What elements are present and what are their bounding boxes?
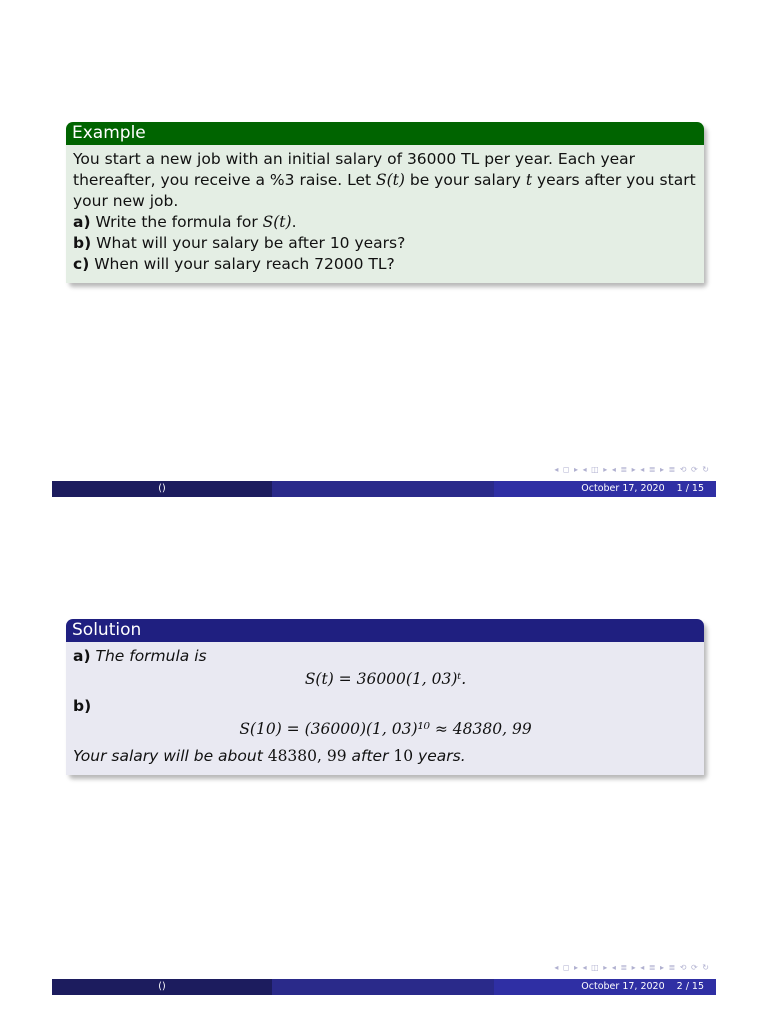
- footer-date: October 17, 2020: [581, 981, 665, 992]
- conclusion-pre: Your salary will be about: [73, 747, 268, 765]
- beamer-nav-icons[interactable]: ◂ ◻ ▸ ◂ ◫ ▸ ◂ ≣ ▸ ◂ ≣ ▸ ≣ ⟲ ⟳ ↻: [554, 465, 710, 474]
- problem-text-end: years after you start your new job.: [73, 171, 696, 210]
- footer-author: (): [52, 481, 272, 497]
- footer-bar: [52, 481, 716, 497]
- block-body: [66, 642, 704, 775]
- block-title: Example: [66, 122, 704, 145]
- part-c-label: c): [73, 255, 90, 273]
- part-a-end: .: [291, 213, 297, 231]
- math-s-of-t: S(t): [376, 171, 405, 189]
- part-a-text: The formula is: [95, 647, 207, 665]
- conclusion-mid: after: [346, 747, 394, 765]
- math-s-of-t-2: S(t): [262, 213, 292, 231]
- part-a-label: a): [73, 213, 91, 231]
- conclusion-number: 48380, 99: [267, 747, 347, 765]
- problem-text: You start a new job with an initial salary of 36000 TL per year. Each year thereafter, you receive a %3 raise. Let: [73, 150, 636, 189]
- slide-2: [52, 611, 716, 995]
- footer-page-number: 2 / 15: [676, 981, 704, 992]
- part-a-label: a): [73, 647, 91, 665]
- footer-date-page: [494, 481, 716, 497]
- part-b-label: b): [73, 234, 92, 252]
- example-block: [66, 122, 704, 283]
- footer-date: October 17, 2020: [581, 483, 665, 494]
- footer-title: [272, 481, 494, 497]
- footer-page-number: 1 / 15: [676, 483, 704, 494]
- part-a-text: Write the formula for: [90, 213, 263, 231]
- problem-text-mid: be your salary: [404, 171, 526, 189]
- footer-date-page: [494, 979, 716, 995]
- formula-b: S(10) = (36000)(1, 03)¹⁰ ≈ 48380, 99: [239, 720, 532, 738]
- footer-author: (): [52, 979, 272, 995]
- part-b-text: What will your salary be after 10 years?: [91, 234, 406, 252]
- solution-block: [66, 619, 704, 775]
- part-b-label: b): [73, 697, 92, 715]
- conclusion-number-2: 10: [393, 747, 414, 765]
- beamer-nav-icons[interactable]: ◂ ◻ ▸ ◂ ◫ ▸ ◂ ≣ ▸ ◂ ≣ ▸ ≣ ⟲ ⟳ ↻: [554, 963, 710, 972]
- block-body: [66, 145, 704, 283]
- math-t: t: [525, 171, 533, 189]
- conclusion-end: years.: [413, 747, 466, 765]
- formula-a: S(t) = 36000(1, 03)ᵗ.: [304, 670, 467, 688]
- footer-bar: [52, 979, 716, 995]
- footer-title: [272, 979, 494, 995]
- slide-1: [52, 113, 716, 497]
- block-title: Solution: [66, 619, 704, 642]
- part-c-text: When will your salary reach 72000 TL?: [89, 255, 395, 273]
